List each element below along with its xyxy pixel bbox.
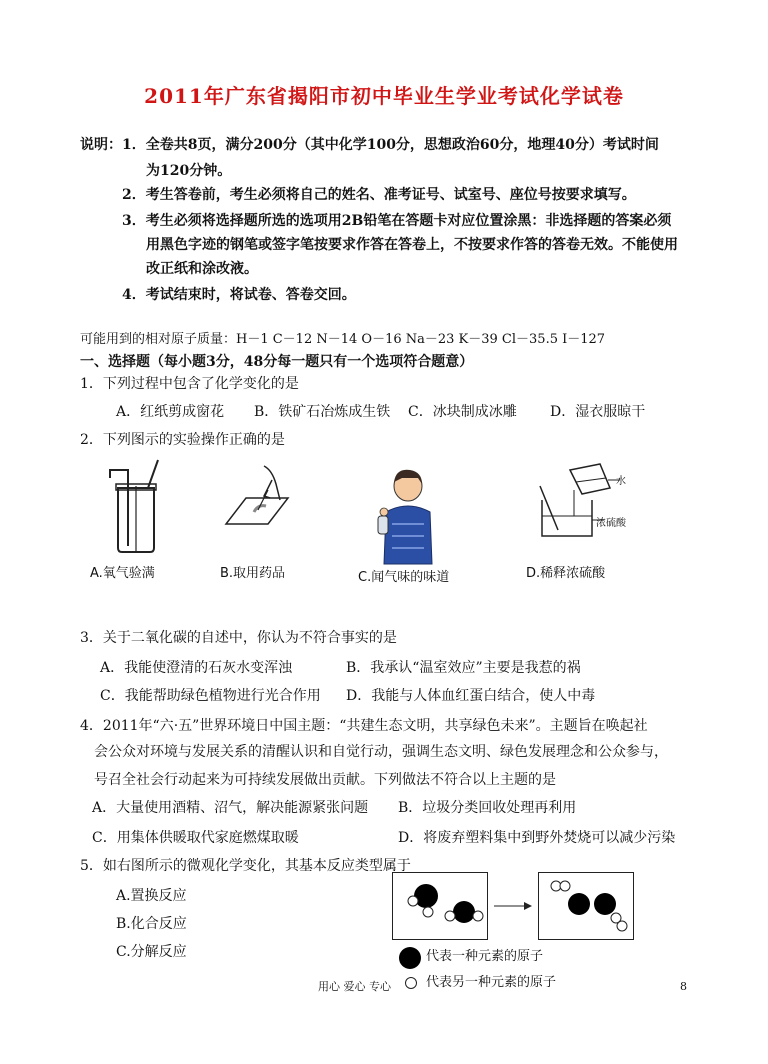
question-5-option-c: C.分解反应 xyxy=(116,944,187,960)
question-4-line: 号召全社会行动起来为可持续发展做出贡献。下列做法不符合以上主题的是 xyxy=(94,772,556,788)
figure-take-reagent xyxy=(218,460,298,540)
label-water: 水 xyxy=(616,476,626,487)
legend-white-atom-icon xyxy=(404,976,418,990)
question-5-stem: 5．如右图所示的微观化学变化，其基本反应类型属于 xyxy=(80,858,411,874)
label-concentrated-acid: 浓硫酸 xyxy=(596,518,626,529)
atomic-masses: 可能用到的相对原子质量：H－1 C－12 N－14 O－16 Na－23 K－39 Cl－35.5 I－127 xyxy=(80,332,606,347)
question-1-option-b: B．铁矿石冶炼成生铁 xyxy=(254,404,391,420)
question-4-option-a: A．大量使用酒精、沼气，解决能源紧张问题 xyxy=(92,800,369,816)
footer-motto: 用心 爱心 专心 xyxy=(318,980,391,993)
question-4-option-b: B．垃圾分类回收处理再利用 xyxy=(398,800,577,816)
question-4-option-d: D．将废弃塑料集中到野外焚烧可以减少污染 xyxy=(398,830,676,846)
figure-oxygen-test xyxy=(100,458,170,558)
question-4-line: 4．2011年“六·五”世界环境日中国主题：“共建生态文明，共享绿色未来”。主题旨在唤起社 xyxy=(80,718,648,734)
section-heading: 一、选择题（每小题3分，48分每一题只有一个选项符合题意） xyxy=(80,354,474,370)
note-line: 3．考生必须将选择题所选的选项用2B铅笔在答题卡对应位置涂黑：非选择题的答案必须 xyxy=(122,213,672,229)
legend-black-atom-icon xyxy=(398,946,422,970)
legend-white-atom: 代表另一种元素的原子 xyxy=(426,975,557,990)
question-5-option-b: B.化合反应 xyxy=(116,916,187,932)
question-3-option-a: A．我能使澄清的石灰水变浑浊 xyxy=(100,660,293,676)
reaction-diagram xyxy=(392,872,642,944)
question-4-line: 会公众对环境与发展关系的清醒认识和自觉行动，强调生态文明、绿色发展理念和公众参与， xyxy=(94,744,668,760)
caption-a: A.氧气验满 xyxy=(90,566,155,581)
caption-b: B.取用药品 xyxy=(220,566,286,581)
note-line: 4．考试结束时，将试卷、答卷交回。 xyxy=(122,287,356,303)
note-line: 为120分钟。 xyxy=(146,163,232,179)
note-line: 用黑色字迹的钢笔或签字笔按要求作答在答卷上，不按要求作答的答卷无效。不能使用 xyxy=(146,237,678,253)
note-line: 2．考生答卷前，考生必须将自己的姓名、准考证号、试室号、座位号按要求填写。 xyxy=(122,187,636,203)
page-title: 2011年广东省揭阳市初中毕业生学业考试化学试卷 xyxy=(144,84,624,108)
question-1-stem: 1．下列过程中包含了化学变化的是 xyxy=(80,376,299,392)
notes-label: 说明： xyxy=(80,137,122,153)
figure-smell-gas xyxy=(372,464,442,564)
question-3-stem: 3．关于二氧化碳的自述中，你认为不符合事实的是 xyxy=(80,630,397,646)
question-3-option-b: B．我承认“温室效应”主要是我惹的祸 xyxy=(346,660,581,676)
question-2-stem: 2．下列图示的实验操作正确的是 xyxy=(80,432,285,448)
legend-black-atom: 代表一种元素的原子 xyxy=(426,949,544,964)
page-number: 8 xyxy=(680,980,687,993)
note-line: 改正纸和涂改液。 xyxy=(146,261,258,277)
question-4-option-c: C．用集体供暖取代家庭燃煤取暖 xyxy=(92,830,299,846)
question-1-option-c: C．冰块制成冰雕 xyxy=(408,404,517,420)
caption-c: C.闻气味的味道 xyxy=(358,570,450,585)
question-1-option-a: A．红纸剪成窗花 xyxy=(116,404,225,420)
caption-d: D.稀释浓硫酸 xyxy=(526,566,606,581)
question-1-option-d: D．湿衣服晾干 xyxy=(550,404,646,420)
note-line: 1．全卷共8页，满分200分（其中化学100分，思想政治60分，地理40分）考试时间 xyxy=(122,137,659,153)
question-5-option-a: A.置换反应 xyxy=(116,888,187,904)
question-3-option-d: D．我能与人体血红蛋白结合，使人中毒 xyxy=(346,688,596,704)
question-3-option-c: C．我能帮助绿色植物进行光合作用 xyxy=(100,688,321,704)
